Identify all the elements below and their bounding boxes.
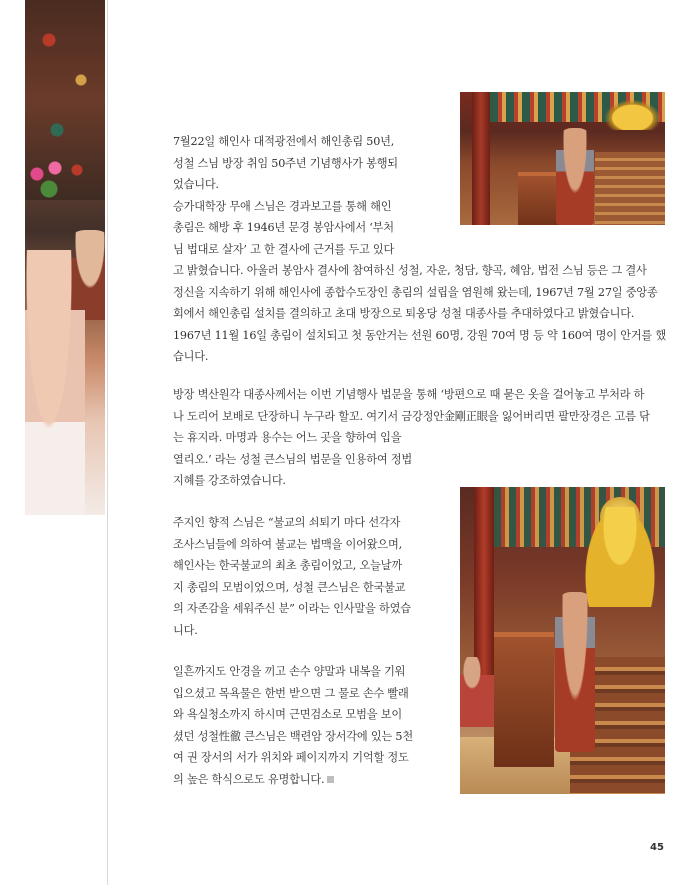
dharma-hall-photo-bottom (460, 487, 665, 794)
monk-figure (25, 250, 85, 515)
page-number: 45 (650, 842, 664, 853)
text-line: 해인사는 한국불교의 최초 총림이었고, 오늘날까 (173, 559, 402, 572)
carved-altar (595, 152, 665, 225)
article-paragraph-2 (173, 384, 663, 427)
monk-speaker (555, 592, 595, 752)
article-paragraph-2b (173, 427, 423, 492)
article-paragraph-3 (173, 512, 423, 641)
text-line: 조사스님들에 의하여 불교는 법맥을 이어왔으며, (173, 537, 402, 551)
red-pillar (472, 92, 490, 225)
text-line: 입으셨고 목욕물은 한번 받으면 그 물로 손수 빨래 (173, 686, 409, 700)
wooden-lectern (494, 632, 554, 767)
text-line: 주지인 향적 스님은 “불교의 쇠퇴기 마다 선각자 (173, 516, 401, 529)
text-line: 고 밝혔습니다. 아울러 봉암사 결사에 참여하신 성철, 자운, 청담, 향곡, 혜암, 법전 스님 등은 그 결사 (173, 264, 647, 277)
text-line: 열리오.’ 라는 성철 큰스님의 법문을 인용하여 정법 (173, 452, 412, 466)
text-line: 방장 벽산원각 대종사께서는 이번 기념행사 법문을 통해 ‘방편으로 때 묻은 옷을 걸어놓고 부처라 하 (173, 388, 645, 401)
text-line-last (173, 769, 423, 791)
text-line: 회에서 해인총림 설치를 결의하고 초대 방장으로 퇴옹당 성철 대종사를 추대하였다고 밝혔습니다. (173, 307, 635, 320)
dharma-talk-photo-top (460, 92, 665, 225)
text-line: 일흔까지도 안경을 끼고 손수 양말과 내복을 기워 (173, 665, 406, 678)
text-line: 습니다. (173, 350, 209, 363)
article-paragraph-1a (173, 131, 418, 260)
text-line: 승가대학장 무애 스님은 경과보고를 통해 해인 (173, 199, 392, 213)
text-line: 1967년 11월 16일 총림이 설치되고 첫 동안거는 선원 60명, 강원 70여 명 등 약 160여 명이 안거를 했 (173, 328, 667, 342)
text-line: 는 휴지라. 마명과 용수는 어느 곳을 향하여 입을 (173, 431, 402, 444)
text-line: 님 법대로 살자’ 고 한 결사에 근거를 두고 있다 (173, 242, 395, 256)
text-line: 셨던 성철性徹 큰스님은 백련암 장서각에 있는 5천 (173, 729, 413, 743)
flower-offering (25, 150, 85, 210)
text-line: 었습니다. (173, 178, 219, 191)
text-line: 의 높은 학식으로도 유명합니다. (173, 772, 325, 786)
text-line: 나 도리어 보배로 단장하니 누구라 할꼬. 여기서 금강정안金剛正眼을 잃어버리면 팔만장경은 고름 닦 (173, 409, 650, 423)
temple-interior-photo-left (25, 0, 105, 515)
monk-speaker (556, 128, 594, 225)
text-line: 의 자존감을 세워주신 분” 이라는 인사말을 하였습 (173, 602, 411, 615)
text-line: 성철 스님 방장 취임 50주년 기념행사가 봉행되 (173, 156, 398, 170)
text-line: 총림은 해방 후 1946년 문경 봉암사에서 ‘부처 (173, 221, 394, 234)
text-line: 니다. (173, 623, 198, 637)
golden-buddha-statue (585, 507, 655, 607)
text-line: 7월22일 해인사 대적광전에서 해인총림 50년, (173, 135, 395, 148)
text-line: 지혜를 강조하였습니다. (173, 474, 286, 487)
end-of-article-square-icon (327, 776, 334, 783)
golden-buddha-statue (605, 100, 660, 130)
article-paragraph-4 (173, 661, 423, 790)
page-gutter-divider (107, 0, 108, 885)
text-line: 정신을 지속하기 위해 해인사에 종합수도장인 총림의 설립을 염원해 왔는데, 1967년 7월 27일 중앙종 (173, 285, 658, 299)
text-line: 지 총림의 모범이었으며, 성철 큰스님은 한국불교 (173, 580, 406, 594)
text-line: 여 권 장서의 서가 위치와 페이지까지 기억할 정도 (173, 751, 409, 764)
article-paragraph-1b (173, 260, 667, 368)
text-line: 와 욕실청소까지 하시며 근면검소로 모범을 보이 (173, 708, 402, 721)
